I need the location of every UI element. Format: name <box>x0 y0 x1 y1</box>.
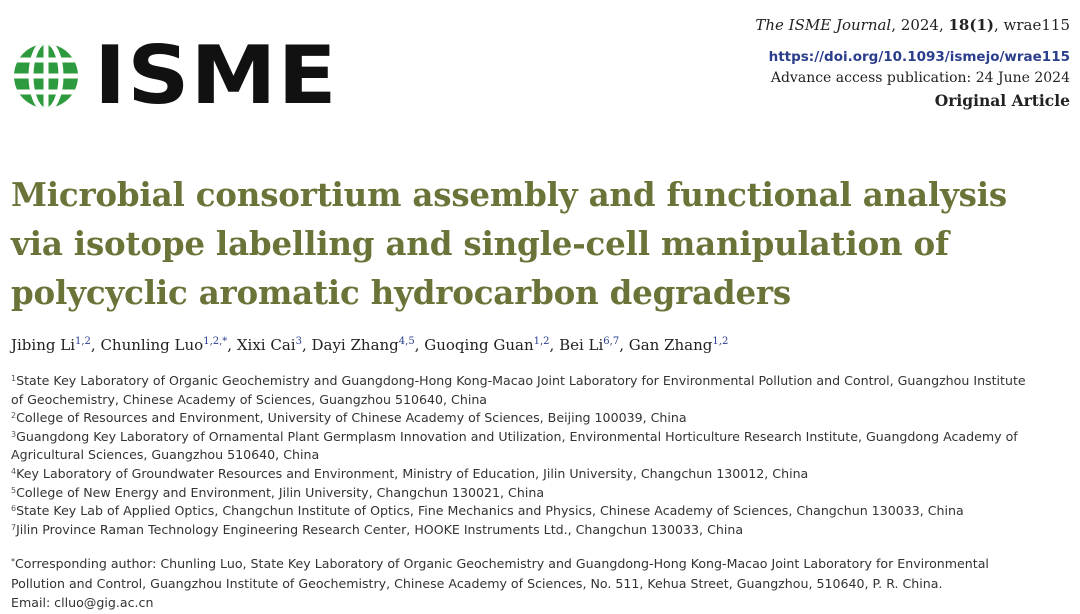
author-name[interactable]: Dayi Zhang <box>311 336 399 354</box>
affiliation-number: 6 <box>11 504 17 514</box>
title-line: polycyclic aromatic hydrocarbon degraders <box>11 273 791 312</box>
logo-wordmark: ISME <box>94 29 338 122</box>
correspondence-note <box>11 554 1073 613</box>
article-title <box>11 170 1071 317</box>
article-type: Original Article <box>934 91 1070 110</box>
affiliation-item <box>11 409 1073 428</box>
doi-line <box>755 46 1070 68</box>
journal-meta <box>755 14 1070 114</box>
author-affiliation-marker[interactable]: 1,2 <box>712 336 729 347</box>
affiliation-text: Guangdong Key Laboratory of Ornamental Plant Germplasm Innovation and Utilization, Environmental Horticulture Research Institute, Guangdong Academy of <box>16 428 1018 444</box>
author-name[interactable]: Jibing Li <box>11 336 75 354</box>
correspondence-address <box>11 554 1073 593</box>
affiliation-text: State Key Lab of Applied Optics, Changchun Institute of Optics, Fine Mechanics and Physics, Chinese Academy of Sciences, Changchun 130033, China <box>16 503 964 519</box>
author-name[interactable]: Gan Zhang <box>628 336 713 354</box>
affiliation-number: 3 <box>11 429 17 439</box>
affiliation-number: 7 <box>11 522 17 532</box>
affiliation-number: 1 <box>11 374 17 383</box>
globe-icon <box>12 42 80 110</box>
author-list: Jibing Li$^{1,2}$, Chunling Luo$^{1,2,*}$, Xixi Cai$^3$, Dayi Zhang$^{4,5}$, Guoqing Guan$^{1,2}$, Bei Li$^{6,7}$, Gan Zhang$^{1,2}$ <box>11 336 729 354</box>
author-name[interactable]: Guoqing Guan <box>424 336 534 354</box>
advance-access-date: Advance access publication: 24 June 2024 <box>770 70 1070 86</box>
correspondence-text: Corresponding author: Chunling Luo, State Key Laboratory of Organic Geochemistry and Guangdong-Hong Kong-Macao Joint Laboratory for Environmental <box>15 556 989 571</box>
correspondence-email[interactable]: Email: clluo@gig.ac.cn <box>11 595 154 610</box>
affiliation-text: of Geochemistry, Chinese Academy of Sciences, Guangzhou 510640, China <box>11 391 488 407</box>
affiliation-text: College of New Energy and Environment, Jilin University, Changchun 130021, China <box>16 484 545 500</box>
doi-link[interactable]: https://doi.org/10.1093/ismejo/wrae115 <box>768 49 1070 65</box>
title-line: via isotope labelling and single-cell manipulation of <box>11 224 949 263</box>
author-name[interactable]: Bei Li <box>559 336 604 354</box>
citation-line <box>755 14 1070 36</box>
affiliation-number: 5 <box>11 485 17 495</box>
affiliation-list <box>11 372 1073 539</box>
affiliation-item <box>11 484 1073 503</box>
affiliation-item <box>11 502 1073 521</box>
author-name[interactable]: Chunling Luo <box>100 336 204 354</box>
affiliation-number: 2 <box>11 411 17 421</box>
author-affiliation-marker[interactable]: 1,2 <box>75 336 91 347</box>
author-affiliation-marker[interactable]: 1,2,* <box>203 336 228 347</box>
correspondence-text: Pollution and Control, Guangzhou Institute of Geochemistry, Chinese Academy of Sciences, No. 511, Kehua Street, Guangzhou, 510640, P. R. China. <box>11 575 943 591</box>
affiliation-text: State Key Laboratory of Organic Geochemistry and Guangdong-Hong Kong-Macao Joint Laboratory for Environmental Pollution and Control, Guangzhou Institute <box>16 373 1026 388</box>
affiliation-text: Jilin Province Raman Technology Engineering Research Center, HOOKE Instruments Ltd., Changchun 130033, China <box>16 521 744 537</box>
affiliation-item <box>11 465 1073 484</box>
corresponding-marker: * <box>11 557 15 566</box>
volume-issue: 18(1) <box>948 16 994 34</box>
author-affiliation-marker[interactable]: 1,2 <box>533 336 550 347</box>
affiliation-text: Agricultural Sciences, Guangzhou 510640, China <box>11 447 320 463</box>
journal-logo <box>12 29 338 122</box>
journal-name: The ISME Journal <box>755 16 892 34</box>
article-number: , wrae115 <box>994 16 1070 34</box>
affiliation-text: Key Laboratory of Groundwater Resources and Environment, Ministry of Education, Jilin University, Changchun 130012, China <box>16 465 809 481</box>
author-affiliation-marker[interactable]: 4,5 <box>398 336 415 347</box>
author-affiliation-marker[interactable]: 6,7 <box>603 336 620 347</box>
citation-year: , 2024, <box>891 16 949 34</box>
affiliation-number: 4 <box>11 466 17 476</box>
title-line: Microbial consortium assembly and functional analysis <box>11 175 1008 214</box>
author-name[interactable]: Xixi Cai <box>236 336 296 354</box>
author-affiliation-marker[interactable]: 3 <box>295 336 302 347</box>
affiliation-item <box>11 428 1073 465</box>
affiliation-item <box>11 521 1073 540</box>
affiliation-item <box>11 372 1073 409</box>
affiliation-text: College of Resources and Environment, University of Chinese Academy of Sciences, Beijing 100039, China <box>16 410 687 426</box>
